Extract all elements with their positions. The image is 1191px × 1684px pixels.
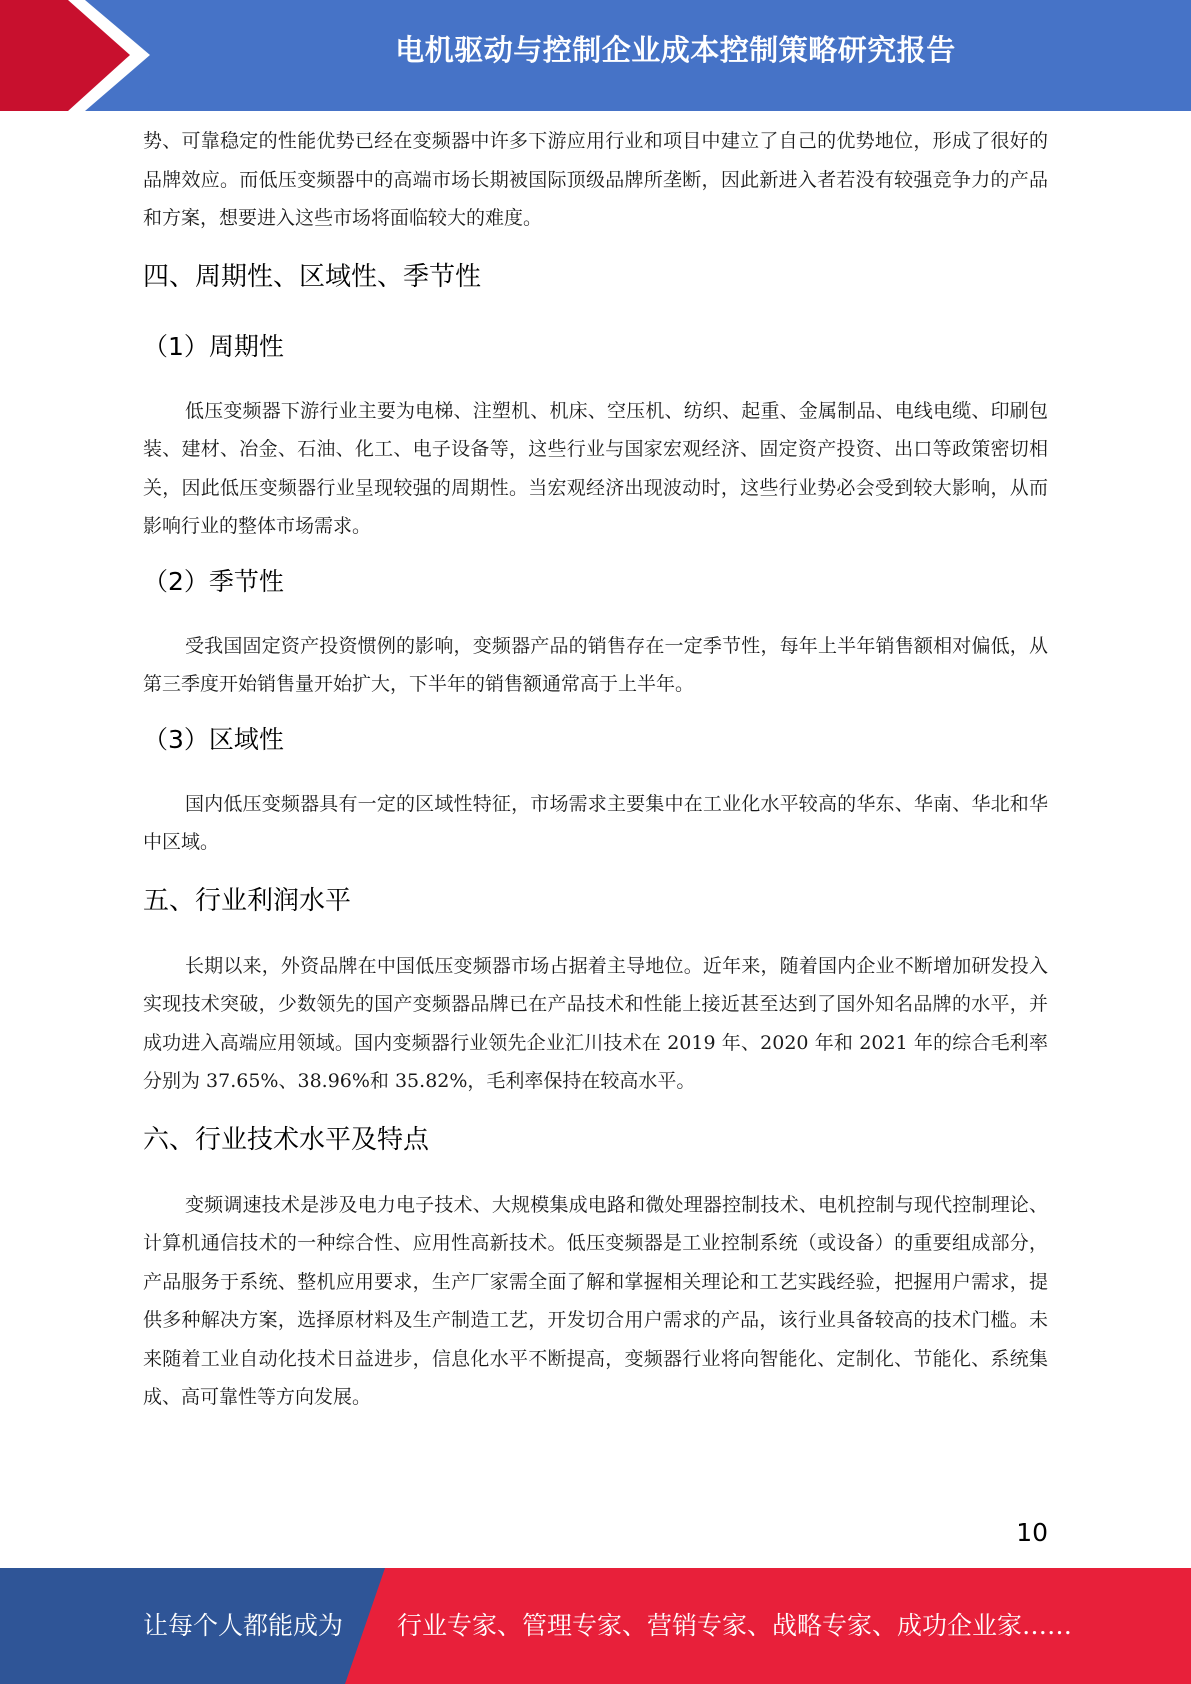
tech-level-paragraph: 变频调速技术是涉及电力电子技术、大规模集成电路和微处理器控制技术、电机控制与现代控制理论、计算机通信技术的一种综合性、应用性高新技术。低压变频器是工业控制系统（或设备）的重要组成部分，产品服务于系统、整机应用要求，生产厂家需全面了解和掌握相关理论和工艺实践经验，把握用户需求，提供多种解决方案，选择原材料及生产制造工艺，开发切合用户需求的产品，该行业具备较高的技术门槛。未来随着工业自动化技术日益进步，信息化水平不断提高，变频器行业将向智能化、定制化、节能化、系统集成、高可靠性等方向发展。	[143, 1193, 1048, 1408]
subsection-regionality-heading: （3）区域性	[143, 724, 284, 754]
cyclicality-paragraph: 低压变频器下游行业主要为电梯、注塑机、机床、空压机、纺织、起重、金属制品、电线电缆、印刷包装、建材、冶金、石油、化工、电子设备等，这些行业与国家宏观经济、固定资产投资、出口等政策密切相关，因此低压变频器行业呈现较强的周期性。当宏观经济出现波动时，这些行业势必会受到较大影响，从而影响行业的整体市场需求。	[143, 399, 1048, 537]
footer-slogan-right: 行业专家、管理专家、营销专家、战略专家、成功企业家……	[397, 1611, 1073, 1640]
subsection-seasonality-heading: （2）季节性	[143, 566, 284, 596]
header-arrow-decoration	[0, 0, 160, 111]
footer-band	[0, 1568, 1191, 1684]
header-band	[0, 0, 1191, 111]
document-body	[143, 122, 1048, 1417]
seasonality-paragraph: 受我国固定资产投资惯例的影响，变频器产品的销售存在一定季节性，每年上半年销售额相对偏低，从第三季度开始销售量开始扩大，下半年的销售额通常高于上半年。	[143, 634, 1048, 695]
footer-slogan-left: 让每个人都能成为	[143, 1611, 344, 1640]
intro-paragraph: 势、可靠稳定的性能优势已经在变频器中许多下游应用行业和项目中建立了自己的优势地位，形成了很好的品牌效应。而低压变频器中的高端市场长期被国际顶级品牌所垄断，因此新进入者若没有较强竞争力的产品和方案，想要进入这些市场将面临较大的难度。	[143, 130, 1048, 229]
regionality-paragraph: 国内低压变频器具有一定的区域性特征，市场需求主要集中在工业化水平较高的华东、华南、华北和华中区域。	[143, 792, 1048, 853]
report-title: 电机驱动与控制企业成本控制策略研究报告	[395, 33, 956, 67]
section-5-heading: 五、行业利润水平	[143, 885, 352, 916]
subsection-cyclicality-heading: （1）周期性	[143, 331, 284, 361]
profit-level-paragraph: 长期以来，外资品牌在中国低压变频器市场占据着主导地位。近年来，随着国内企业不断增加研发投入实现技术突破，少数领先的国产变频器品牌已在产品技术和性能上接近甚至达到了国外知名品牌的水平，并成功进入高端应用领域。国内变频器行业领先企业汇川技术在 2019 年、2020 年和 2021 年的综合毛利率分别为 37.65%、38.96%和 35.82%，毛利率保持在较高水平。	[143, 954, 1048, 1092]
page-number: 10	[1016, 1518, 1048, 1547]
section-4-heading: 四、周期性、区域性、季节性	[143, 261, 482, 292]
section-6-heading: 六、行业技术水平及特点	[143, 1124, 430, 1155]
